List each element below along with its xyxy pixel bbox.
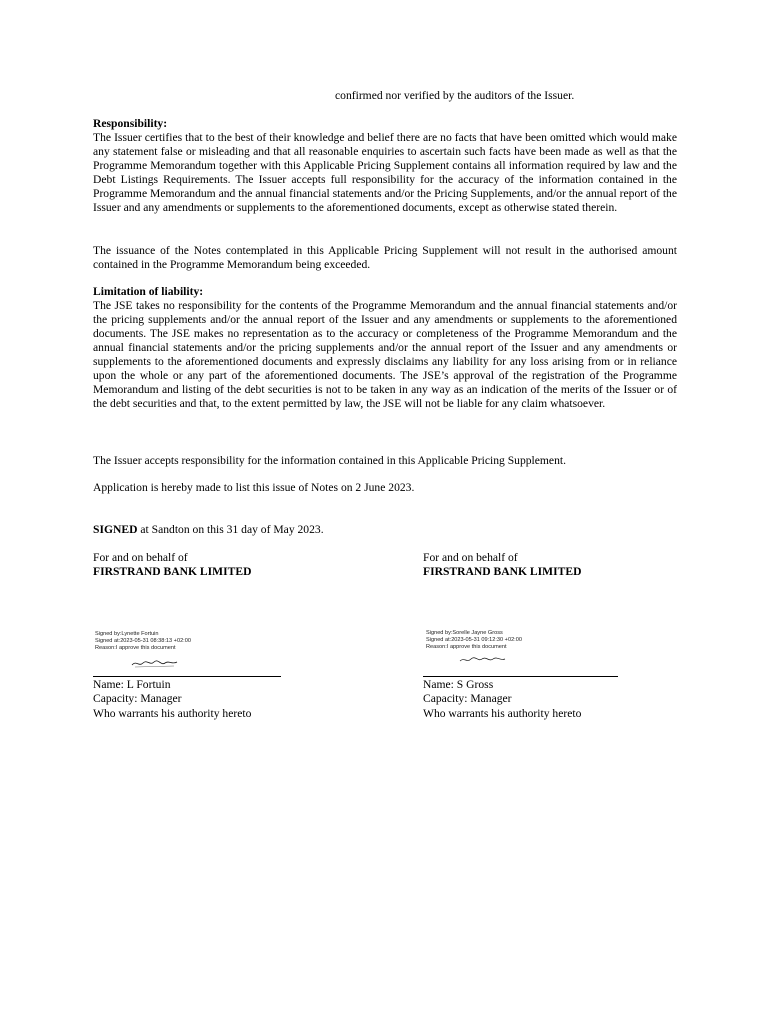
company-name: FIRSTRAND BANK LIMITED — [93, 565, 252, 579]
stamp-signed-at: Signed at:2023-05-31 09:12:30 +02:00 — [426, 637, 522, 643]
signatory-warrant: Who warrants his authority hereto — [423, 706, 582, 720]
signatory-capacity: Capacity: Manager — [423, 692, 512, 706]
issuance-paragraph: The issuance of the Notes contemplated in this Applicable Pricing Supplement will not result in the authorised amount contained in the Programme Memorandum being exceeded. — [93, 244, 677, 271]
handwritten-signature-1 — [130, 657, 180, 669]
handwritten-signature-2 — [458, 655, 508, 665]
signature-line-2 — [423, 676, 618, 677]
limitation-heading: Limitation of liability: — [93, 285, 204, 298]
signatory-2-details — [423, 678, 653, 721]
stamp-reason: Reason:I approve this document — [426, 644, 507, 650]
issuance-section — [93, 244, 677, 272]
signed-label: SIGNED — [93, 523, 138, 536]
on-behalf-label: For and on behalf of — [423, 551, 518, 564]
signatory-1-details — [93, 678, 323, 721]
application-statement: Application is hereby made to list this issue of Notes on 2 June 2023. — [93, 481, 415, 494]
signatory-warrant: Who warrants his authority hereto — [93, 706, 252, 720]
limitation-paragraph: The JSE takes no responsibility for the contents of the Programme Memorandum and the annual financial statements and/or the pricing supplements and/or the annual report of the Issuer and any amendments or supplements to the aforementioned documents. The JSE makes no representation as to the accuracy or completeness of the Programme Memorandum and the annual financial statements and/or the pricing supplements and/or the annual report of the Issuer and any amendments or supplements to the aforementioned documents and expressly disclaims any liability for any loss arising from or in reliance upon the whole or any part of the aforementioned documents. The JSE’s approval of the registration of the Programme Memorandum and listing of the debt securities is not to be taken in any way as an indication of the merits of the Issuer or of the debt securities and that, to the extent permitted by law, the JSE will not be liable for any claim whatsoever. — [93, 299, 677, 410]
limitation-section — [93, 285, 677, 411]
responsibility-paragraph: The Issuer certifies that to the best of their knowledge and belief there are no facts that have been omitted which would make any statement false or misleading and that all reasonable enquiries to ascertain such facts have been made as well as that the Programme Memorandum together with this Applicable Pricing Supplement contains all information required by law and the Debt Listings Requirements. The Issuer accepts full responsibility for the accuracy of the information contained in the Programme Memorandum and the annual financial statements and/or the Pricing Supplements, and/or the annual report of the Issuer and any amendments or supplements to the aforementioned documents, except as otherwise stated therein. — [93, 131, 677, 214]
stamp-signed-by: Signed by:Sorelle Jayne Gross — [426, 630, 503, 636]
signature-stamp-2 — [426, 630, 522, 651]
signature-line-1 — [93, 676, 281, 677]
signatory-capacity: Capacity: Manager — [93, 692, 182, 706]
stamp-signed-at: Signed at:2023-05-31 08:38:13 +02:00 — [95, 638, 191, 644]
signatory-name: Name: S Gross — [423, 678, 494, 691]
signatory-1-header — [93, 551, 323, 580]
signature-stamp-1 — [95, 631, 191, 652]
stamp-reason: Reason:I approve this document — [95, 645, 176, 651]
responsibility-heading: Responsibility: — [93, 117, 168, 130]
company-name: FIRSTRAND BANK LIMITED — [423, 565, 582, 579]
issuer-statement: The Issuer accepts responsibility for the information contained in this Applicable Pricing Supplement. — [93, 454, 566, 467]
signatory-2-header — [423, 551, 653, 580]
signed-statement — [93, 523, 677, 537]
signatory-name: Name: L Fortuin — [93, 678, 171, 691]
stamp-signed-by: Signed by:Lynette Fortuin — [95, 631, 159, 637]
responsibility-section — [93, 117, 677, 215]
on-behalf-label: For and on behalf of — [93, 551, 188, 564]
signed-text: at Sandton on this 31 day of May 2023. — [137, 523, 324, 536]
continued-text-line: confirmed nor verified by the auditors of the Issuer. — [335, 89, 575, 102]
